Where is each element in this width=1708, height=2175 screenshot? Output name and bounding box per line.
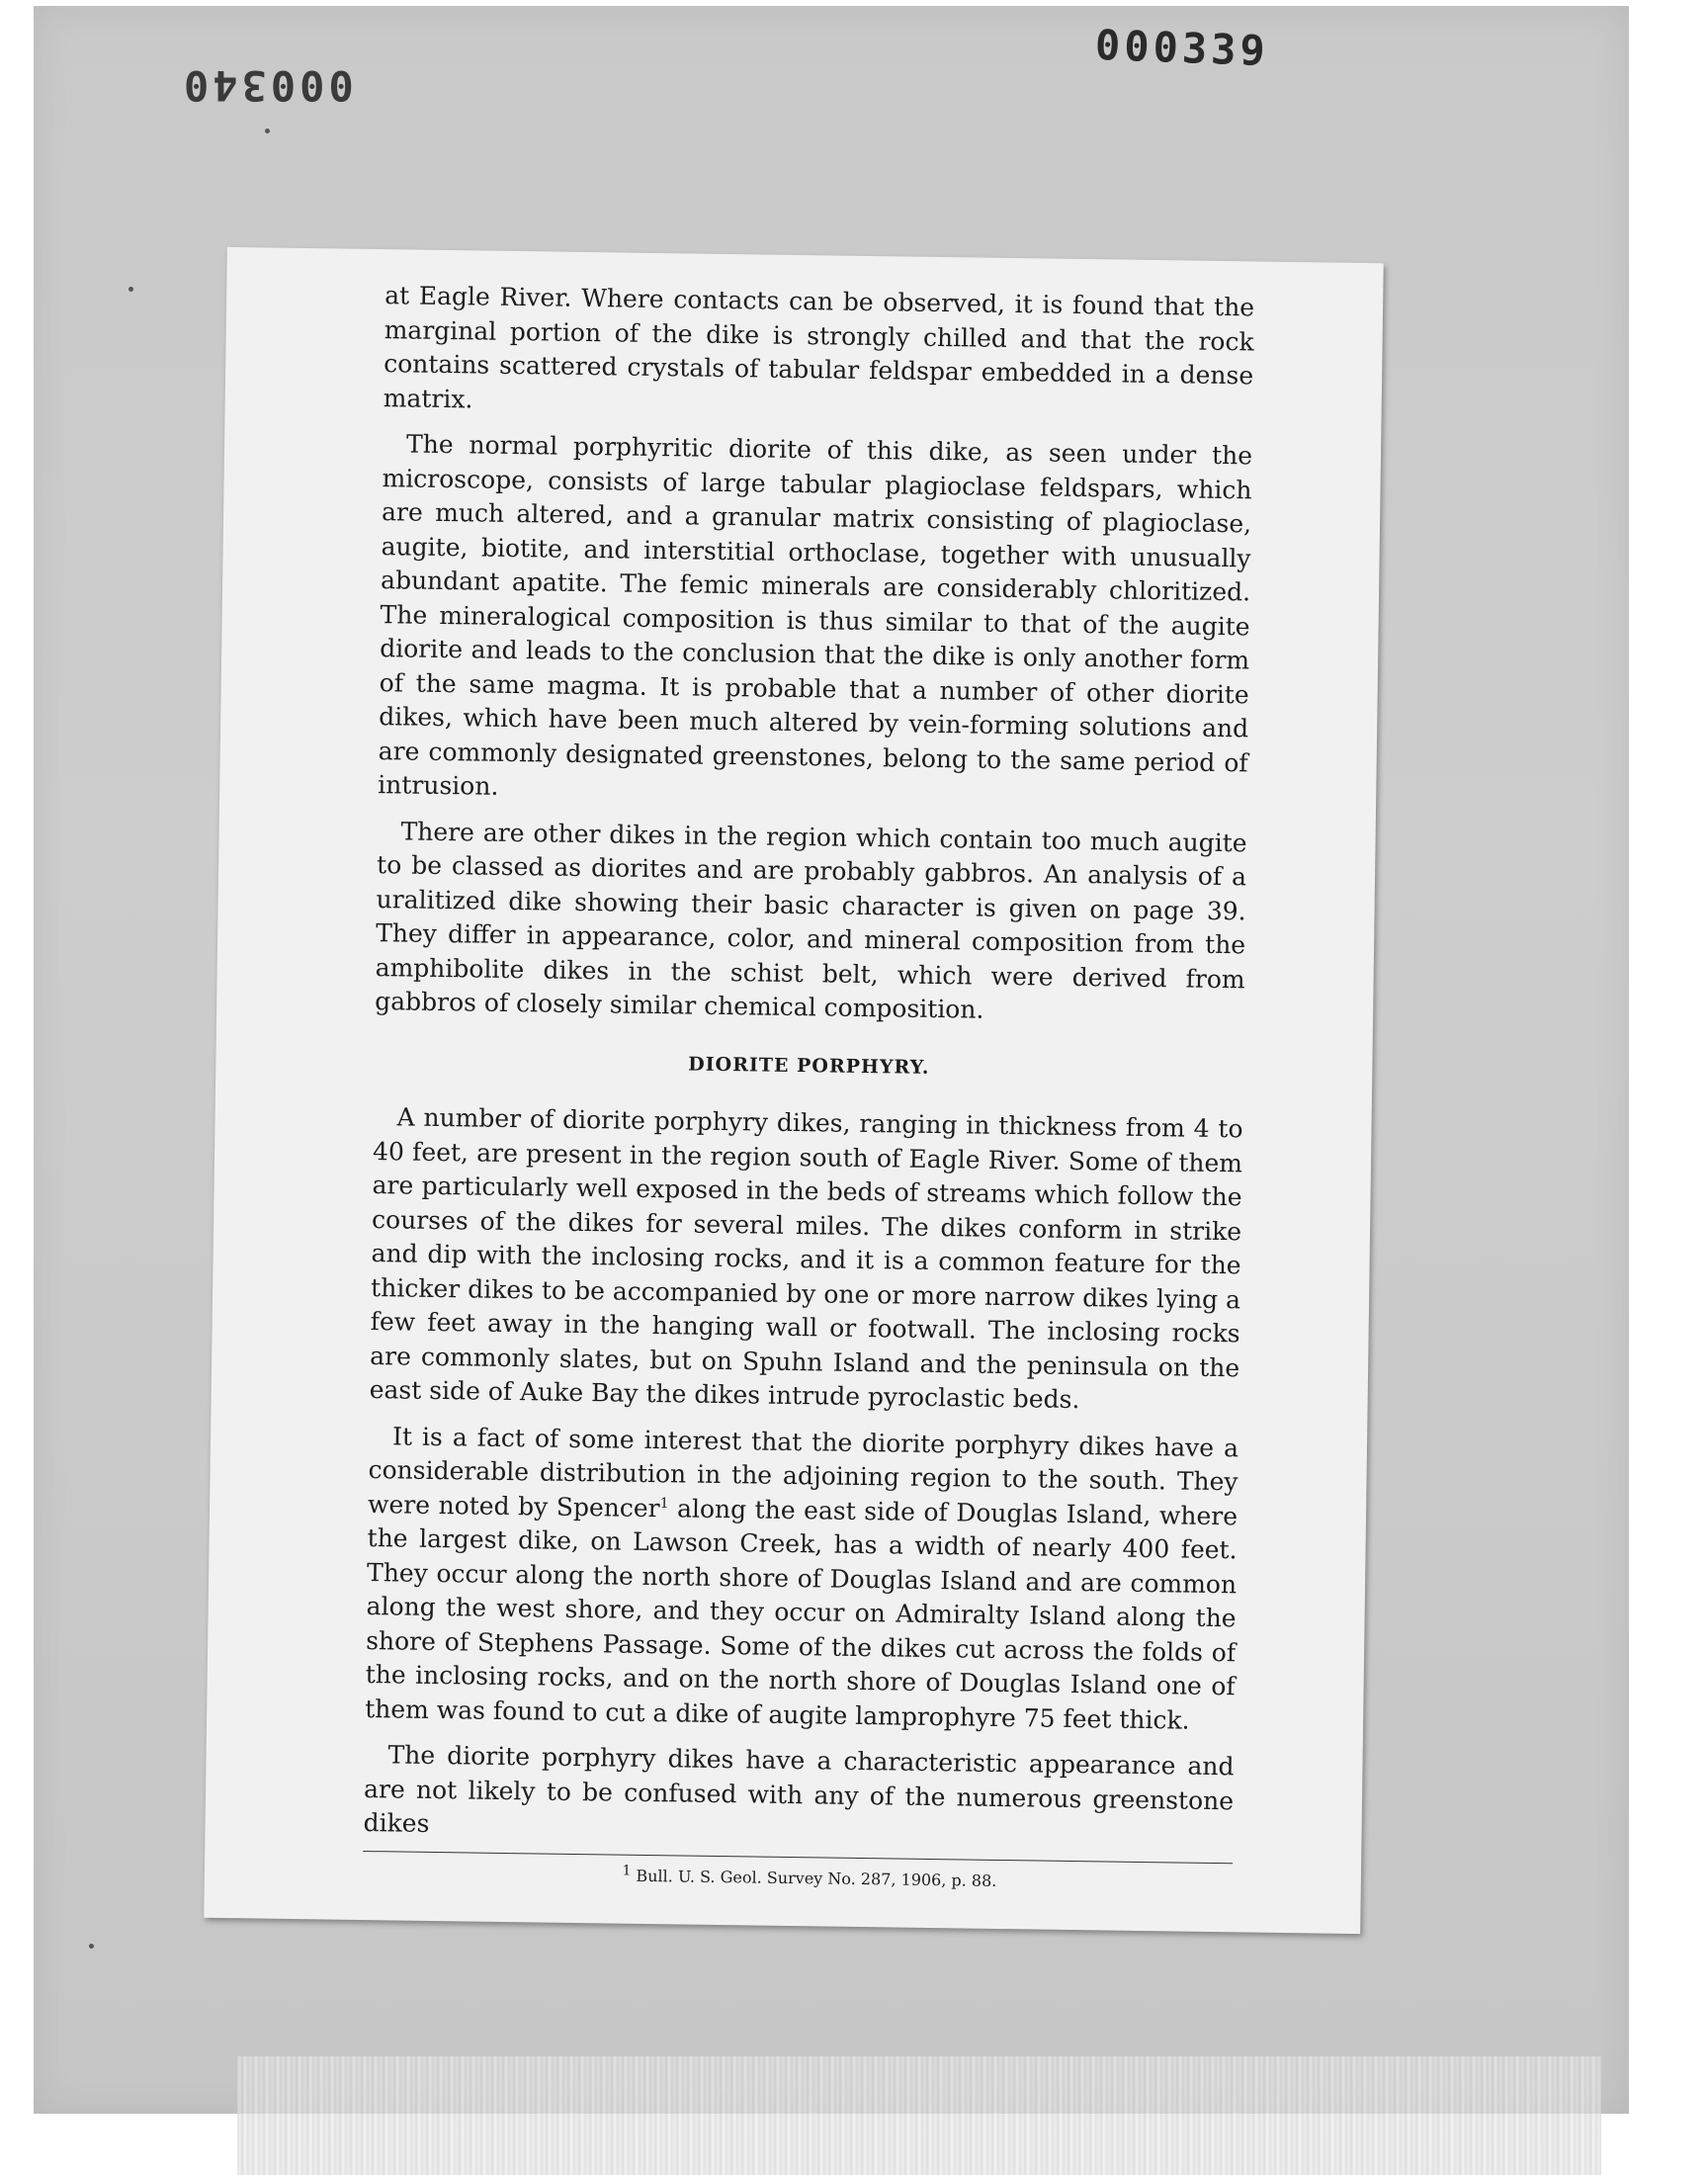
scanner-streaks xyxy=(237,2056,1601,2175)
footnote xyxy=(363,1861,1233,1894)
section-heading: DIORITE PORPHYRY. xyxy=(688,1053,930,1079)
paragraph-with-footnote-ref xyxy=(365,1420,1238,1739)
speck xyxy=(265,129,270,133)
speck xyxy=(89,1944,94,1949)
footnote-marker: 1 xyxy=(622,1862,632,1878)
footnote-divider xyxy=(363,1850,1233,1863)
paragraph-text: along the east side of Douglas Island, where the largest dike, on Lawson Creek, has a width of nearly 400 feet. They occur along the north shore of Douglas Island and are common along the west shore, and they occur on Admiralty Island along the shore of Stephens Passage. Some of the dikes cut across the folds of the inclosing rocks, and on the north shore of Douglas Island one of them was found to cut a dike of augite lamprophyre 75 feet thick. xyxy=(365,1493,1238,1735)
page-number-stamp: 000339 xyxy=(1094,20,1270,76)
document-page xyxy=(204,247,1383,1934)
paragraph: The diorite porphyry dikes have a characteristic appearance and are not likely to be confused with any of the numerous greenstone dikes xyxy=(363,1740,1235,1838)
paragraph: The normal porphyritic diorite of this dike, as seen under the microscope, consists of large tabular plagioclase feldspars, which are much altered, and a granular matrix consisting of plagioclase, augite, biotite, and interstitial orthoclase, together with unusually abundant apatite. The femic minerals are considerably chloritized. The mineralogical composition is thus similar to that of the augite diorite and leads to the conclusion that the dike is only another form of the same magma. It is probable that a number of other diorite dikes, which have been much altered by vein-forming solutions and are commonly designated greenstones, belong to the same period of intrusion. xyxy=(378,429,1253,801)
mirrored-page-number-stamp: 000340 xyxy=(180,61,354,110)
footnote-text: Bull. U. S. Geol. Survey No. 287, 1906, p. 88. xyxy=(636,1866,997,1890)
paragraph: A number of diorite porphyry dikes, ranging in thickness from 4 to 40 feet, are present in the region south of Eagle River. Some of them are particularly well exposed in the beds of streams which follow the courses of the dikes for several miles. The dikes conform in strike and dip with the inclosing rocks, and it is a common feature for the thicker dikes to be accompanied by one or more narrow dikes lying a few feet away in the hanging wall or footwall. The inclosing rocks are commonly slates, but on Spuhn Island and the peninsula on the east side of Auke Bay the dikes intrude pyroclastic beds. xyxy=(369,1102,1243,1415)
speck xyxy=(128,287,133,292)
paragraph: There are other dikes in the region which contain too much augite to be classed as diorites and are probably gabbros. An analysis of a uralitized dike showing their basic character is given on page 39. They differ in appearance, color, and mineral composition from the amphibolite dikes in the schist belt, which were derived from gabbros of closely similar chemical composition. xyxy=(375,816,1247,1024)
footnote-marker: 1 xyxy=(659,1495,669,1512)
paragraph-text: It is a fact of some interest that the diorite porphyry dikes have a considerable distribution in the adjoining region to the south. They were noted by Spencer xyxy=(367,1421,1239,1522)
paragraph: at Eagle River. Where contacts can be observed, it is found that the marginal portion of the dike is strongly chilled and that the rock contains scattered crystals of tabular feldspar embedded in a dense matrix. xyxy=(383,281,1255,413)
page-text xyxy=(363,279,1255,1907)
